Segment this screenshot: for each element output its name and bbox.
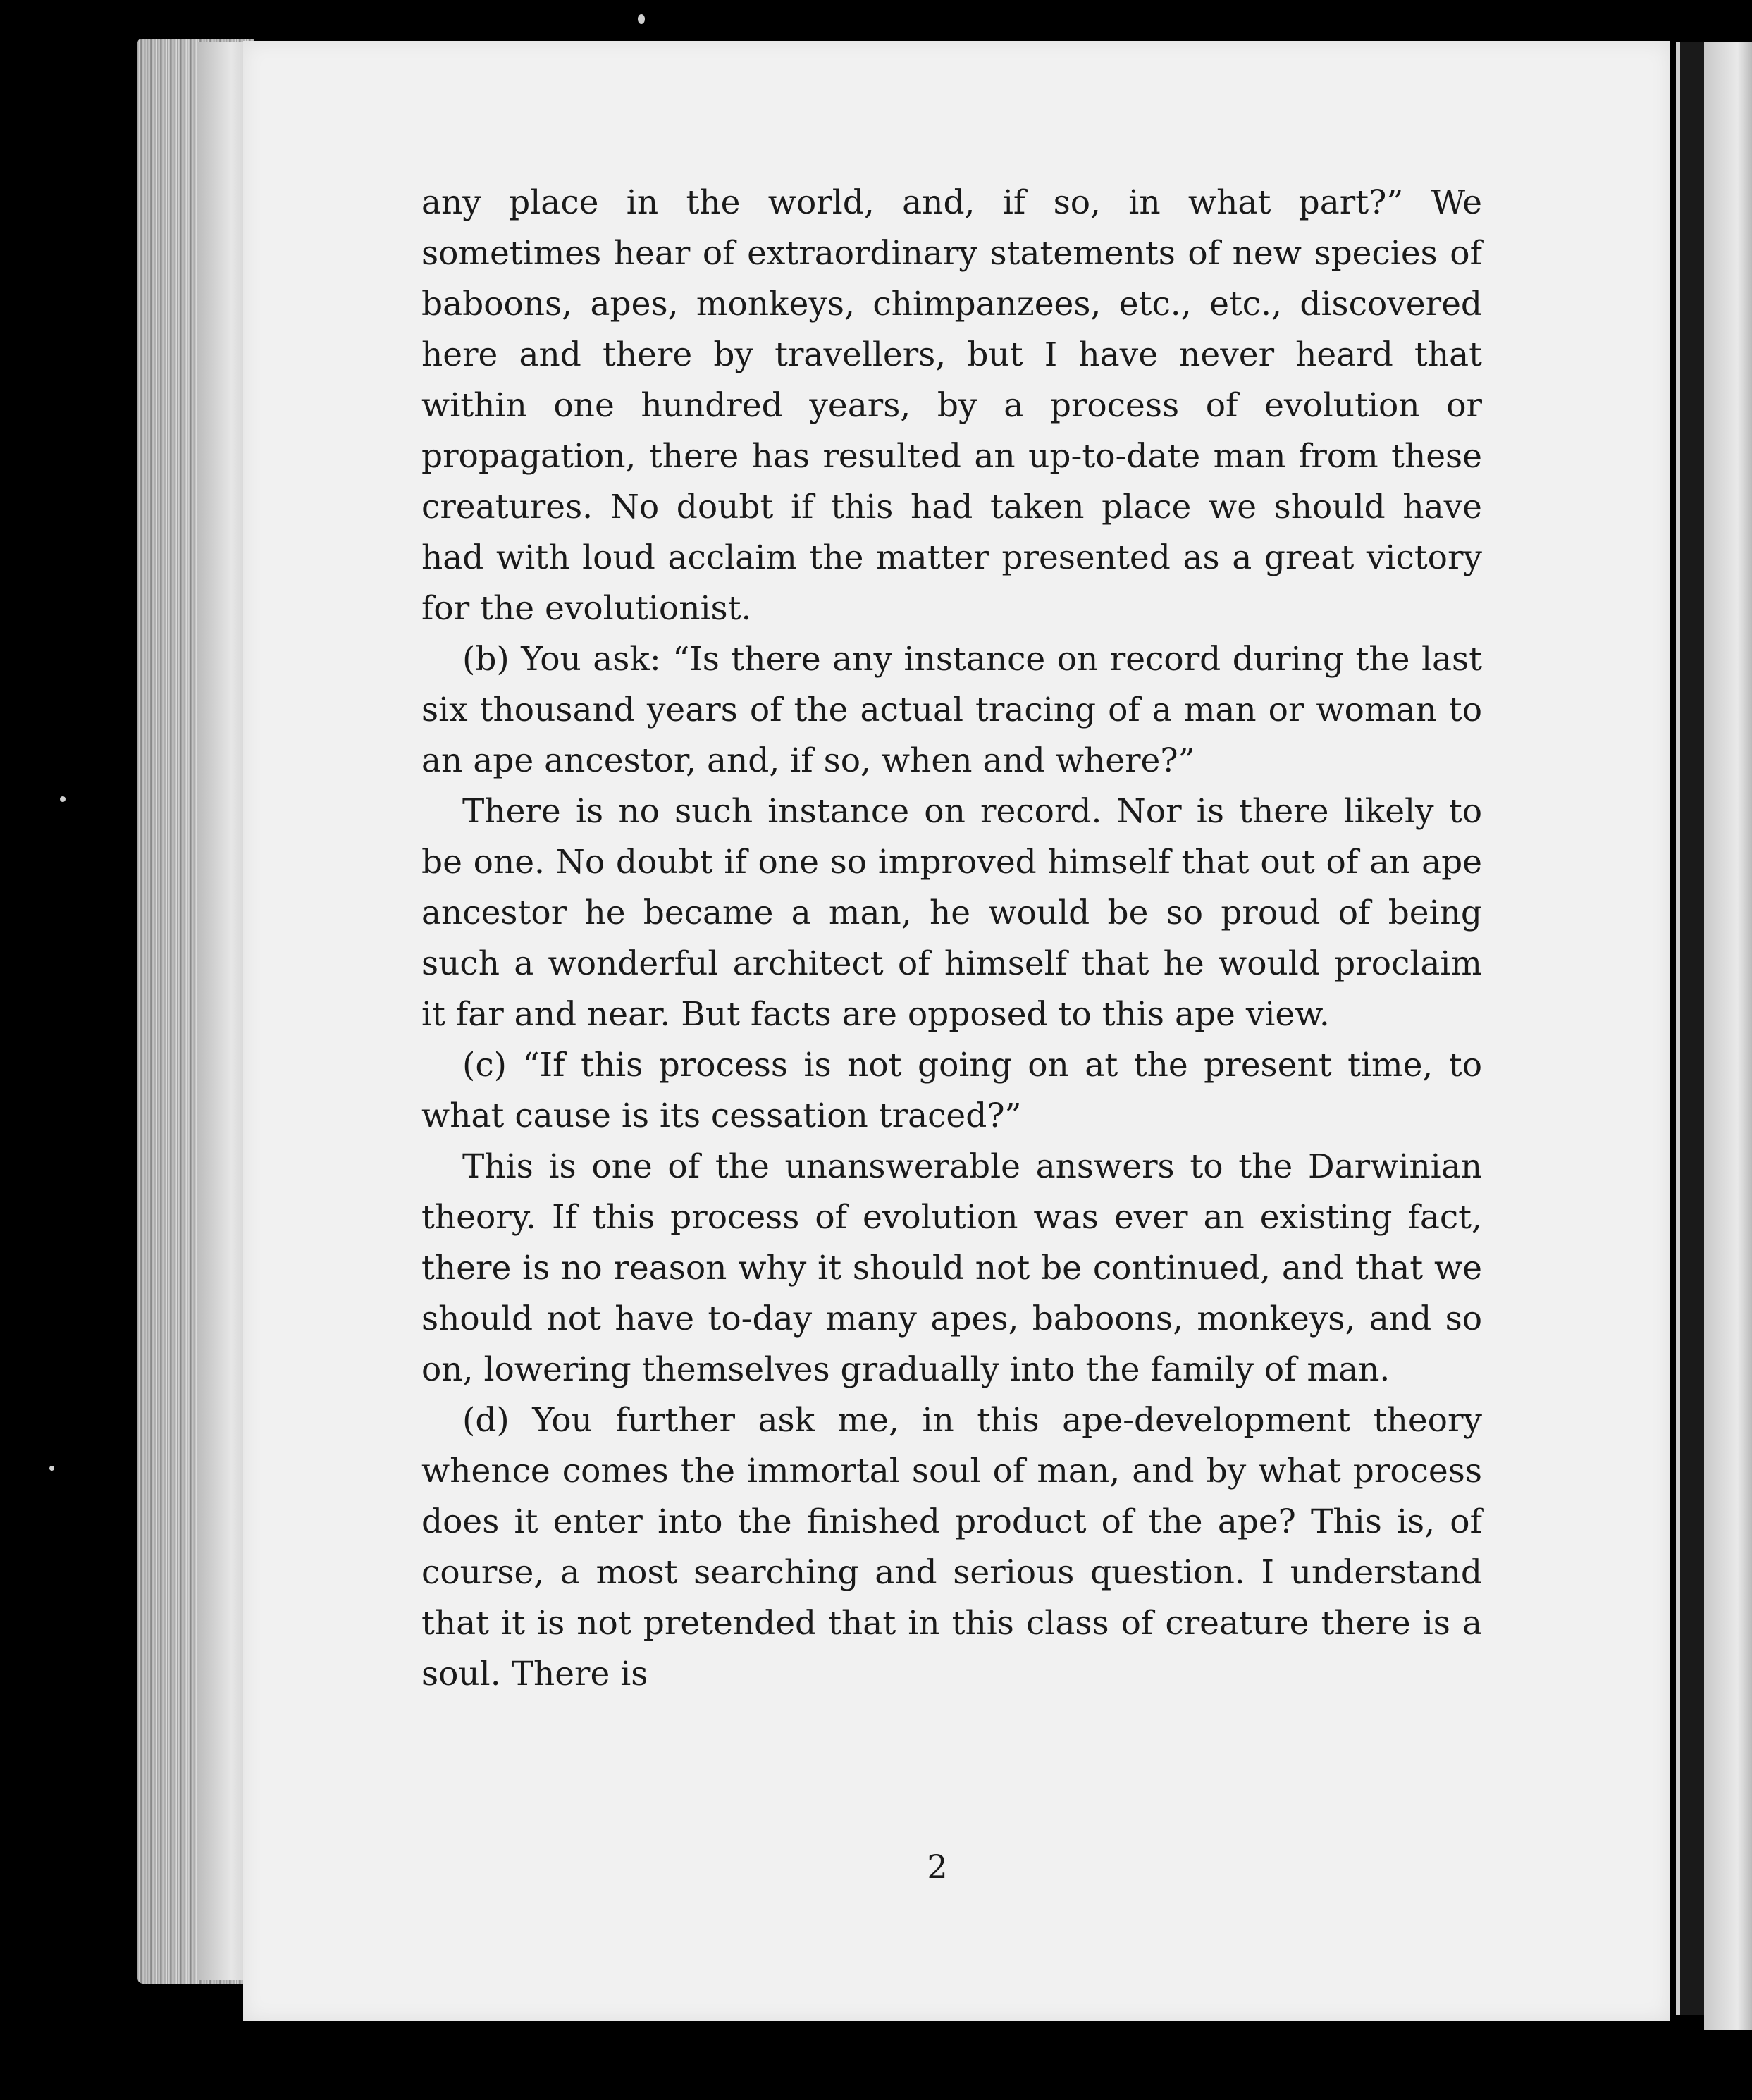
- body-text: [421, 178, 1482, 1700]
- paragraph: (d) You further ask me, in this ape-development theory whence comes the immortal soul of man, and by what process does it enter into the finished product of the ape? This is, of course, a most searching and serious question. I understand that it is not pretended that in this class of creature there is a soul. There is: [421, 1401, 1482, 1693]
- scan-speck: [60, 796, 66, 802]
- paragraph: There is no such instance on record. Nor is there likely to be one. No doubt if one so improved himself that out of an ape ancestor he became a man, he would be so proud of being such a wonderful architect of himself that he would proclaim it far and near. But facts are opposed to this ape view.: [421, 792, 1482, 1034]
- facing-page-edge: [1704, 42, 1752, 2030]
- paragraph: (c) “If this process is not going on at the present time, to what cause is its cessation traced?”: [421, 1046, 1482, 1135]
- paragraph: any place in the world, and, if so, in what part?” We sometimes hear of extraordinary statements of new species of baboons, apes, monkeys, chimpanzees, etc., etc., discovered here and there by travellers, but I have never heard that within one hundred years, by a process of evolution or propagation, there has resulted an up-to-date man from these creatures. No doubt if this had taken place we should have had with loud acclaim the matter presented as a great victory for the evolutionist.: [421, 183, 1482, 628]
- scan-speck: [638, 14, 645, 24]
- scan-speck: [49, 1466, 54, 1471]
- page-number: 2: [927, 1848, 948, 1886]
- paragraph: This is one of the unanswerable answers to the Darwinian theory. If this process of evolution was ever an existing fact, there is no reason why it should not be continued, and that we should not have to-day many apes, baboons, monkeys, and so on, lowering themselves gradually into the family of man.: [421, 1147, 1482, 1389]
- paragraph: (b) You ask: “Is there any instance on record during the last six thousand years of the actual tracing of a man or woman to an ape ancestor, and, if so, when and where?”: [421, 640, 1482, 780]
